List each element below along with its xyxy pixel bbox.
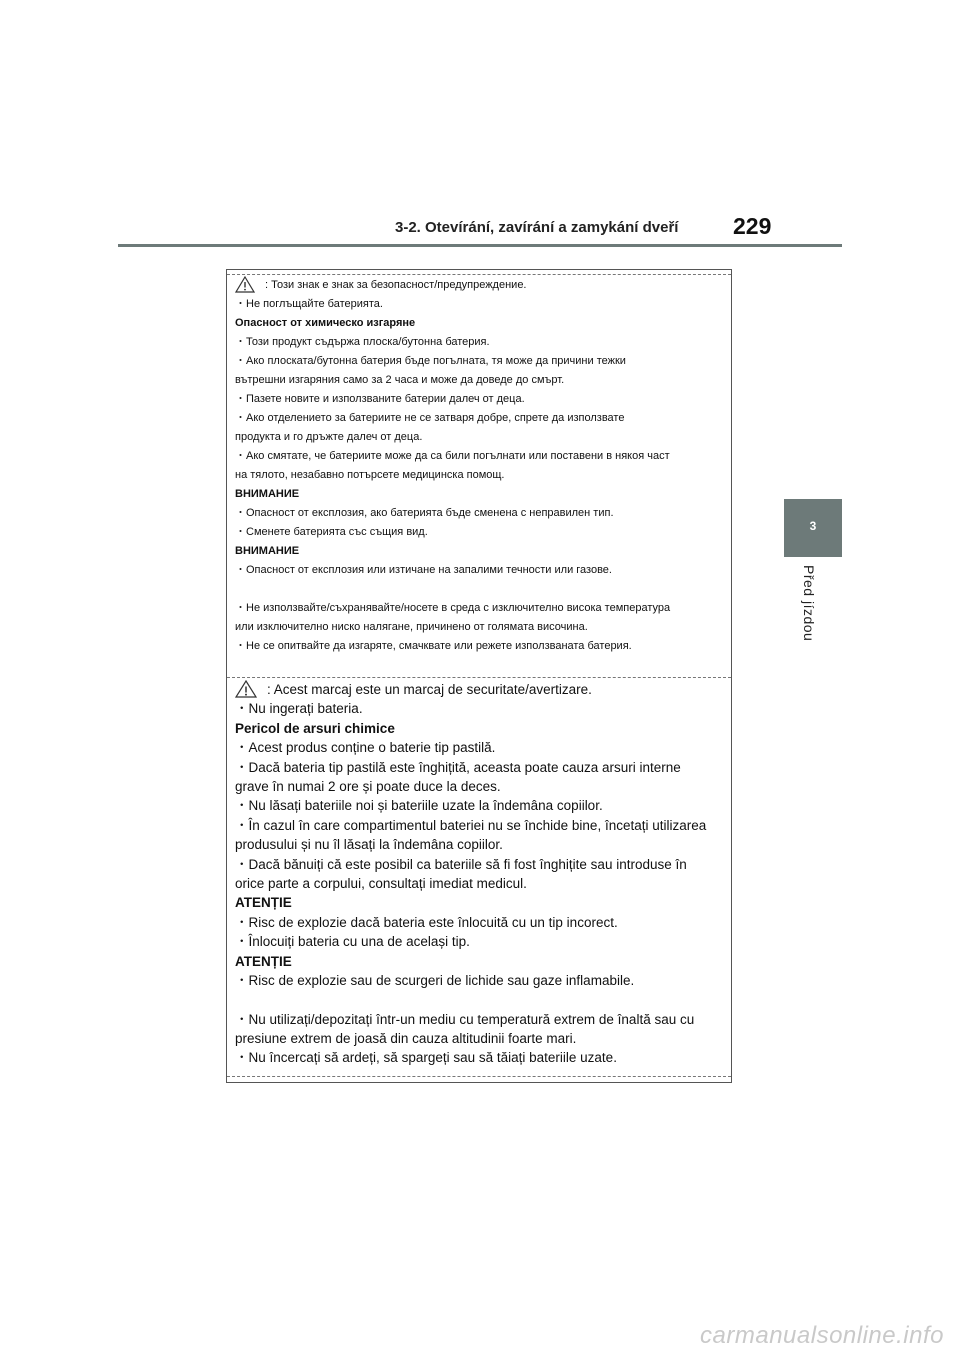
bottom-dashed-divider: [227, 1076, 731, 1077]
ro-line: presiune extrem de joasă din cauza altitudinii foarte mari.: [235, 1030, 577, 1046]
bg-heading: ВНИМАНИЕ: [235, 545, 300, 557]
bg-heading: Опасност от химическо изгаряне: [235, 317, 416, 329]
warning-triangle-icon: [235, 276, 255, 293]
bg-line: или изключително ниско налягане, причинено от голямата височина.: [235, 621, 588, 633]
ro-line: ・Nu ingerați bateria.: [235, 701, 363, 717]
bg-blank-line: [235, 580, 723, 599]
ro-line: produsului și nu îl lăsați la îndemâna copiilor.: [235, 837, 503, 853]
header-rule: [118, 244, 842, 247]
middle-dashed-divider: [227, 677, 731, 678]
chapter-side-tab[interactable]: [784, 499, 842, 557]
bg-line: ・Ако плоската/бутонна батерия бъде погълната, тя може да причини тежки: [235, 355, 626, 367]
bg-line: ・Сменете батерията със същия вид.: [235, 526, 428, 538]
bulgarian-section: [235, 276, 723, 656]
chapter-number: 3: [809, 519, 817, 533]
romanian-warning-line: [235, 680, 723, 699]
top-dashed-divider: [227, 274, 731, 275]
bg-line: ・Не поглъщайте батерията.: [235, 298, 383, 310]
romanian-warning-text: : Acest marcaj este un marcaj de securitate/avertizare.: [267, 682, 592, 697]
ro-line: ・Nu utilizați/depozitați într-un mediu cu temperatură extrem de înaltă sau cu: [235, 1011, 695, 1027]
warning-box: [226, 269, 732, 1083]
ro-blank-line: [235, 991, 723, 1010]
ro-heading: ATENȚIE: [235, 953, 292, 969]
ro-line: ・Nu lăsați bateriile noi și bateriile uzate la îndemâna copiilor.: [235, 798, 603, 814]
ro-line: orice parte a corpului, consultați imediat medicul.: [235, 876, 527, 892]
romanian-section: [235, 680, 723, 1068]
warning-triangle-icon: [235, 680, 257, 698]
page-number: 229: [733, 213, 772, 239]
page-header-title: 3-2. Otevírání, zavírání a zamykání dveří: [395, 219, 679, 236]
ro-line: ・Dacă bănuiți că este posibil ca bateriile să fi fost înghițite sau introduse în: [235, 856, 687, 872]
bg-line: ・Опасност от експлозия или изтичане на запалими течности или газове.: [235, 564, 612, 576]
bg-line: ・Ако отделението за батериите не се затваря добре, спрете да използвате: [235, 412, 625, 424]
ro-heading: ATENȚIE: [235, 895, 292, 911]
watermark[interactable]: carmanualsonline.info: [700, 1322, 944, 1349]
ro-line: ・Acest produs conține o baterie tip pastilă.: [235, 740, 496, 756]
ro-line: ・Înlocuiți bateria cu una de același tip.: [235, 934, 470, 950]
bg-line: продукта и го дръжте далеч от деца.: [235, 431, 423, 443]
ro-line: grave în numai 2 ore și poate duce la deces.: [235, 779, 501, 795]
bg-line: ・Ако смятате, че батериите може да са били погълнати или поставени в някоя част: [235, 450, 670, 462]
ro-line: ・Risc de explozie dacă bateria este înlocuită cu un tip incorect.: [235, 914, 618, 930]
bg-line: ・Този продукт съдържа плоска/бутонна батерия.: [235, 336, 490, 348]
bg-line: вътрешни изгаряния само за 2 часа и може да доведе до смърт.: [235, 374, 565, 386]
bulgarian-warning-line: [235, 276, 723, 295]
ro-heading: Pericol de arsuri chimice: [235, 720, 395, 736]
ro-line: ・Nu încercați să ardeți, să spargeți sau să tăiați bateriile uzate.: [235, 1050, 617, 1066]
ro-line: ・Dacă bateria tip pastilă este înghițită, aceasta poate cauza arsuri interne: [235, 759, 681, 775]
bg-line: ・Не използвайте/съхранявайте/носете в среда с изключително висока температура: [235, 602, 671, 614]
bg-line: на тялото, незабавно потърсете медицинска помощ.: [235, 469, 505, 481]
ro-line: ・Risc de explozie sau de scurgeri de lichide sau gaze inflamabile.: [235, 973, 635, 989]
bg-heading: ВНИМАНИЕ: [235, 488, 300, 500]
chapter-side-label: Před jízdou: [801, 565, 817, 642]
ro-line: ・În cazul în care compartimentul bateriei nu se închide bine, încetați utilizarea: [235, 817, 707, 833]
bg-line: ・Не се опитвайте да изгаряте, смачквате или режете използваната батерия.: [235, 640, 632, 652]
bulgarian-warning-text: : Този знак е знак за безопасност/предупреждение.: [265, 279, 527, 291]
bg-line: ・Опасност от експлозия, ако батерията бъде сменена с неправилен тип.: [235, 507, 614, 519]
bg-line: ・Пазете новите и използваните батерии далеч от деца.: [235, 393, 525, 405]
